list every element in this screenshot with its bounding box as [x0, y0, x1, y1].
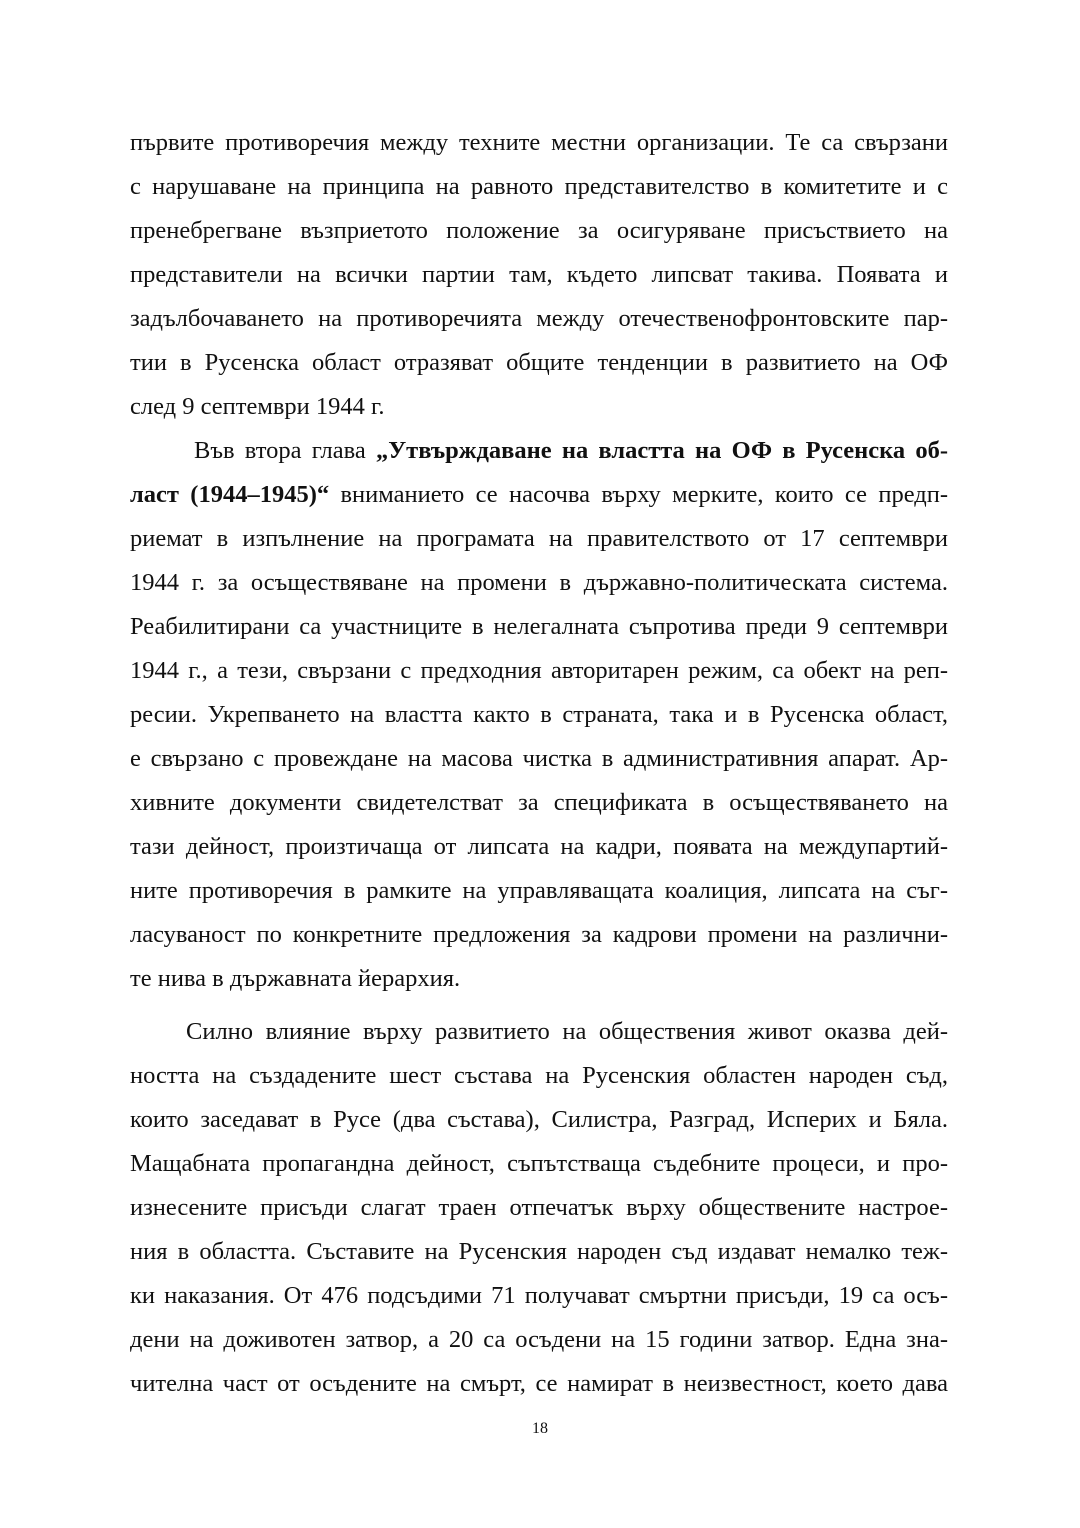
paragraph-1-line: първите противоречия между техните местни организации. Те са свързани	[130, 129, 948, 156]
paragraph-1-line: пренебрегване възприетото положение за осигуряване присъствието на	[130, 217, 948, 244]
paragraph-3-line: дени на доживотен затвор, а 20 са осъдени на 15 години затвор. Една зна-	[130, 1326, 948, 1353]
paragraph-3-line: Мащабната пропагандна дейност, съпътстваща съдебните процеси, и про-	[130, 1150, 948, 1177]
paragraph-2-line: риемат в изпълнение на програмата на правителството от 17 септември	[130, 525, 948, 552]
paragraph-2-line	[194, 436, 948, 466]
paragraph-3-line: изнесените присъди слагат траен отпечатък върху обществените настрое-	[130, 1194, 948, 1221]
paragraph-2-line: те нива в държавната йерархия.	[130, 965, 461, 992]
paragraph-2-line: Реабилитирани са участниците в нелегалната съпротива преди 9 септември	[130, 613, 948, 640]
paragraph-3-line: ки наказания. От 476 подсъдими 71 получават смъртни присъди, 19 са осъ-	[130, 1282, 948, 1309]
paragraph-2-line	[130, 480, 948, 510]
paragraph-2-line: ласуваност по конкретните предложения за кадрови промени на различни-	[130, 921, 948, 948]
chapter-intro-text: вниманието се насочва върху мерките, които се предп-	[329, 481, 948, 508]
paragraph-3-line: чителна част от осъдените на смърт, се намират в неизвестност, което дава	[130, 1370, 948, 1397]
paragraph-1-line: с нарушаване на принципа на равното представителство в комитетите и с	[130, 173, 948, 200]
paragraph-3-line: ния в областта. Съставите на Русенския народен съд издават немалко теж-	[130, 1238, 948, 1265]
chapter-intro-text: Във втора глава	[194, 437, 376, 464]
paragraph-3-line: ността на създадените шест състава на Русенския областен народен съд,	[130, 1062, 948, 1089]
paragraph-2-line: ресии. Укрепването на властта както в страната, така и в Русенска област,	[130, 701, 948, 728]
chapter-title: „Утвърждаване на властта на ОФ в Русенска об-	[375, 437, 948, 464]
paragraph-1-line: задълбочаването на противоречията между отечественофронтовските пар-	[130, 305, 948, 332]
paragraph-3-line: които заседават в Русе (два състава), Силистра, Разград, Исперих и Бяла.	[130, 1106, 948, 1133]
page-number: 18	[532, 1420, 548, 1437]
paragraph-2-line: хивните документи свидетелстват за спецификата в осъществяването на	[130, 789, 948, 816]
paragraph-2-line: е свързано с провеждане на масова чистка в административния апарат. Ар-	[130, 745, 948, 772]
paragraph-3-line: Силно влияние върху развитието на обществения живот оказва дей-	[186, 1018, 948, 1045]
paragraph-1-line: представители на всички партии там, където липсват такива. Появата и	[130, 261, 948, 288]
paragraph-2-line: ните противоречия в рамките на управляващата коалиция, липсата на съг-	[130, 877, 948, 904]
paragraph-2-line: 1944 г. за осъществяване на промени в държавно-политическата система.	[130, 569, 948, 596]
paragraph-2-line: 1944 г., а тези, свързани с предходния авторитарен режим, са обект на реп-	[130, 657, 948, 684]
paragraph-1-line: след 9 септември 1944 г.	[130, 393, 385, 420]
chapter-title: ласт (1944–1945)“	[130, 481, 330, 508]
paragraph-1-line: тии в Русенска област отразяват общите тенденции в развитието на ОФ	[130, 349, 948, 376]
paragraph-2-line: тази дейност, произтичаща от липсата на кадри, появата на междупартий-	[130, 833, 948, 860]
